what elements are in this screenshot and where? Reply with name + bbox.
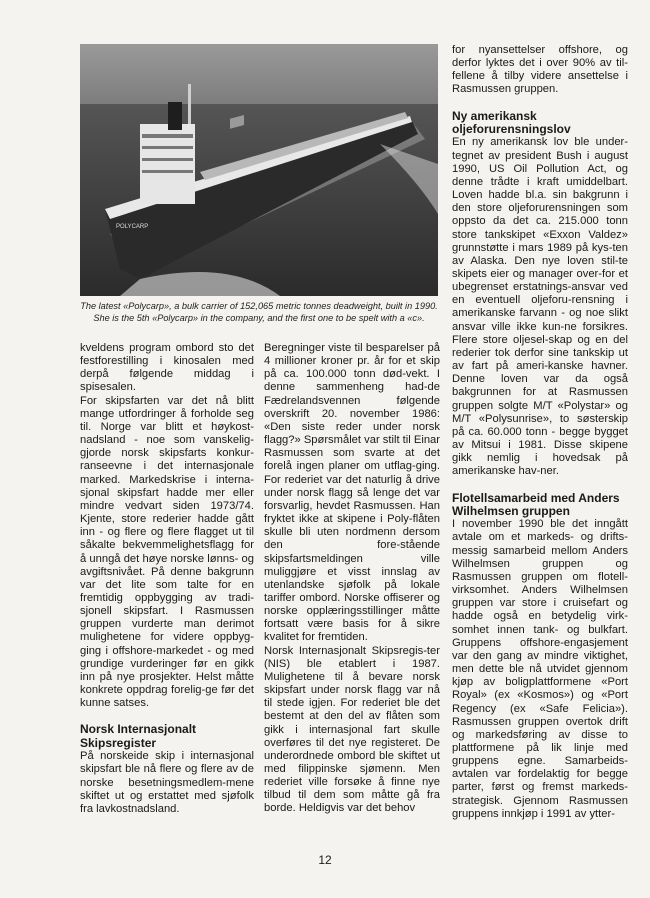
page-number: 12 (318, 853, 332, 867)
photo-caption: The latest «Polycarp», a bulk carrier of 152,065 metric tonnes deadweight, built in 1990. She is the 5th «Polycarp» in the company, and the first one to be spelt with a «c». (80, 301, 438, 323)
hull-name-label: POLYCARP (116, 224, 149, 230)
paragraph: En ny amerikansk lov ble under-tegnet av president Bush i august 1990, US Oil Pollution Act, og denne trådte i kraft umiddelbart. Loven hadde bl.a. sin bakgrunn i den store oljeforurensningen som oppsto da det ca. 215.000 tonn store tankskipet «Exxon Valdez» grunnstøtte i mars 1989 på kys-ten av Alaska. Den nye loven stil-te skipets eier og manager over-for et ubegrenset erstatnings-ansvar ved en eventuell oljeforu-rensning i amerikanske farvann - og noe slikt ansvar ville ikke kun-ne forsikres. Flere store oljesel-skap og en del rederier tok derfor sine tankskip ut av fart på ameri-kanske havner. Denne loven var da også bakgrunnen for at Rasmussen gruppen solgte M/T «Polystar» og M/T «Polysunrise», to søsterskip på ca. 60.000 tonn - begge bygget av Mitsui i 1981. Disse skipene gikk nemlig i hovedsak på amerikanske hav-ner. (452, 136, 628, 478)
paragraph: På norskeide skip i internasjonal skipsfart ble nå flere og flere av de norske besetningsmedlem-mene skiftet ut og erstattet med sjøfolk fra lavkostnadsland. (80, 750, 254, 815)
paragraph: Norsk Internasjonalt Skipsregis-ter (NIS) ble etablert i 1987. Mulighetene til å bevare norsk skipsfart under norsk flagg var nå til stede igjen. For rederiet ble det bestemt at den del av flåten som gikk i internasjonal fart skulle overføres til det nye registeret. De underordnede ombord ble skiftet ut med filippinske sjømenn. Men rederiet ville forsøke å finne nye tilbud til dem som måtte gå fra borde. Heldigvis var det behov (264, 644, 440, 815)
ship-photo (80, 44, 438, 296)
paragraph: for nyansettelser offshore, og derfor lyktes det i over 90% av til-fellene å tilby videre ansettelse i Rasmussen gruppen. (452, 44, 628, 96)
paragraph: I november 1990 ble det inngått avtale om et markeds- og drifts-messig samarbeid mellom Anders Wilhelmsen gruppen og Rasmussen gruppen om flotell-virksomhet. Anders Wilhelmsen gruppen var store i cruisefart og hadde også en betydelig virk-somhet innen tank- og bulkfart. Gruppens offshore-engasjement var den gang av mindre viktighet, men dette ble nå utvidet gjennom kjøp av boligplattformene «Port Royal» (ex «Kosmos») og «Port Regency (ex «Safe Felicia»). Rasmussen gruppen overtok drift og markedsføring av disse to plattformene på lik linje med gruppens egne. Samarbeids-avtalen var fordelaktig for begge parter, først og fremst markeds-strategisk. Gjennom Rasmussen gruppens innkjøp i 1991 av ytter- (452, 518, 628, 820)
column-right (452, 44, 628, 821)
paragraph: For skipsfarten var det nå blitt mange utfordringer å forholde seg til. Norge var blitt et høykost-nadsland - noe som vanskelig-gjorde norsk skipsfarts konkur-ranseevne i det internasjonale marked. Markedskrise i interna-sjonal skipsfart hadde mer eller mindre vedvart siden 1973/74. Kjente, store rederier hadde gått inn - og flere og flere flagget ut til såkalte bekvemmelighetsflagg for å unngå det høye norske lønns- og avgiftsnivået. På denne bakgrunn var det lite som talte for en fremtidig oppbygging av tradi-sjonell skipsfart. I Rasmussen gruppen vurderte man derimot mulighetene for videre oppbyg-ging i offshore-markedet - og med grundige vurderinger før en gikk inn på nye prosjekter. Helst måtte konkrete oppdrag forelig-ge før det kunne satses. (80, 394, 254, 710)
column-left (80, 342, 254, 816)
section-heading: Norsk Internasjonalt Skipsregister (80, 722, 197, 750)
paragraph: kveldens program ombord sto det festforestilling i kinosalen med derpå følgende middag i spisesalen. (80, 342, 254, 394)
section-heading: Ny amerikansk oljeforurensningslov (452, 108, 571, 137)
column-middle (264, 342, 440, 816)
section-heading: Flotellsamarbeid med Anders Wilhelmsen gruppen (452, 490, 620, 518)
paragraph: Beregninger viste til besparelser på 4 millioner kroner pr. år for et skip på ca. 100.000 tonn død-vekt. I denne sammenheng had-de Fædrelandsvennen følgende overskrift 20. november 1986: «Den siste reder under norsk flagg?» Spørsmålet var stilt til Einar Rasmussen som svarte at det forelå ingen planer om utflag-ging. For rederiet var det naturlig å drive under norsk flagg så lenge det var forsvarlig, hevdet Rasmussen. Han fryktet ikke at skipene i Poly-flåten skulle bli uten nordmenn dersom den fore-stående skipsfartsmeldingen ville muliggjøre et visst innslag av utenlandske sjøfolk på lokale tariffer ombord. Norske offiserer og norske opplæringsstillinger måtte fortsatt være basis for å sikre kvalitet for fremtiden. (264, 342, 440, 644)
